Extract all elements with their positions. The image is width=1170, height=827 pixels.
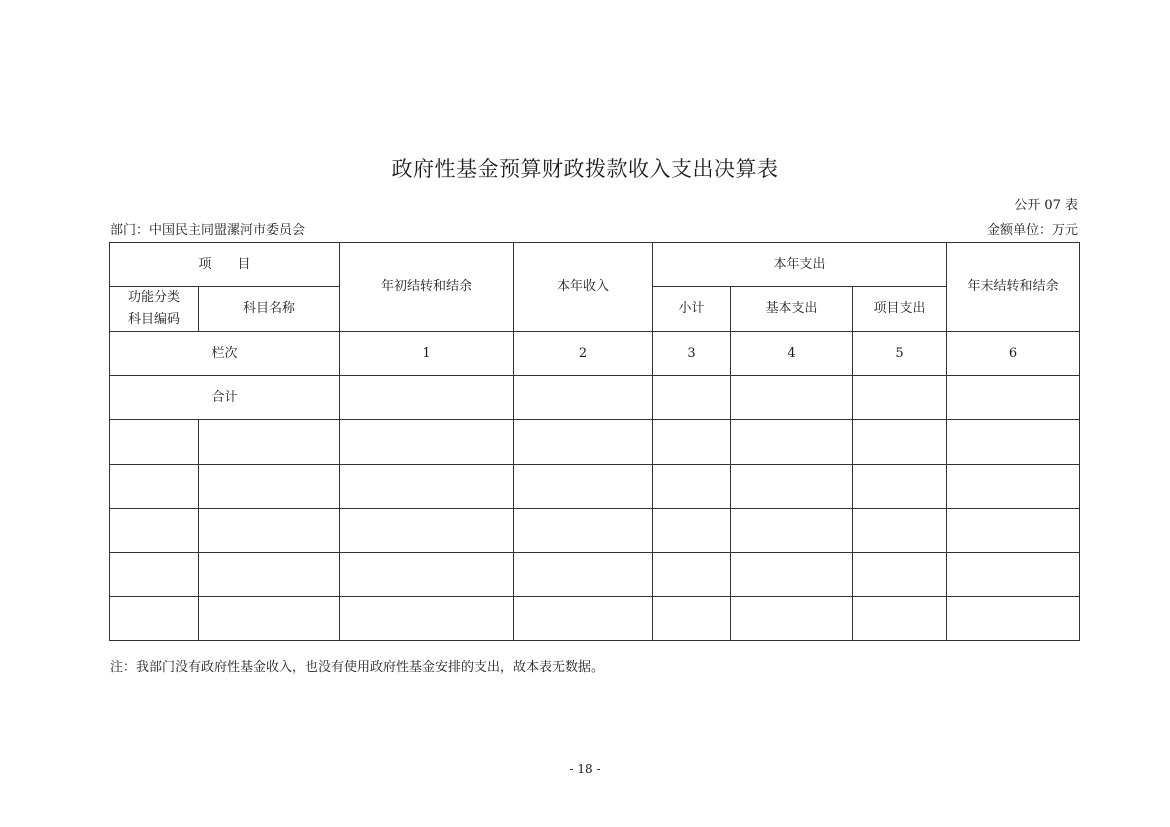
- total-cell: [853, 376, 947, 420]
- header-closing-balance: 年末结转和结余: [947, 243, 1080, 332]
- table-cell: [731, 596, 853, 640]
- table-cell: [110, 420, 199, 464]
- table-cell: [110, 552, 199, 596]
- table-cell: [731, 420, 853, 464]
- table-cell: [199, 596, 340, 640]
- table-cell: [340, 420, 514, 464]
- table-cell: [947, 464, 1080, 508]
- table-cell: [853, 420, 947, 464]
- table-cell: [514, 420, 653, 464]
- table-cell: [110, 508, 199, 552]
- amount-unit-label: 金额单位：万元: [986, 223, 1078, 238]
- table-cell: [514, 552, 653, 596]
- total-cell: [947, 376, 1080, 420]
- header-row-1: [110, 243, 1080, 287]
- column-index-label: 栏次: [110, 332, 340, 376]
- column-index-cell: 6: [947, 332, 1080, 376]
- table-row: [110, 420, 1080, 464]
- table-row: [110, 464, 1080, 508]
- footnote: 注：我部门没有政府性基金收入，也没有使用政府性基金安排的支出，故本表无数据。: [110, 660, 605, 675]
- table-cell: [653, 464, 731, 508]
- table-cell: [853, 596, 947, 640]
- header-subject-name: 科目名称: [199, 287, 340, 332]
- header-item: 项 目: [110, 243, 340, 287]
- total-cell: [731, 376, 853, 420]
- table-row: [110, 552, 1080, 596]
- table-cell: [340, 552, 514, 596]
- table-cell: [340, 464, 514, 508]
- budget-table: [109, 242, 1080, 641]
- table-cell: [514, 464, 653, 508]
- table-cell: [853, 464, 947, 508]
- table-cell: [947, 552, 1080, 596]
- header-func-code: 功能分类 科目编码: [110, 287, 199, 332]
- page-title: 政府性基金预算财政拨款收入支出决算表: [391, 157, 779, 181]
- table-cell: [340, 596, 514, 640]
- table-cell: [947, 596, 1080, 640]
- table-cell: [110, 464, 199, 508]
- total-cell: [514, 376, 653, 420]
- column-index-cell: 5: [853, 332, 947, 376]
- column-index-cell: 3: [653, 332, 731, 376]
- table-cell: [340, 508, 514, 552]
- page-number: - 18 -: [569, 762, 601, 776]
- department-label: 部门：中国民主同盟漯河市委员会: [110, 223, 306, 238]
- header-project-expense: 项目支出: [853, 287, 947, 332]
- header-basic-expense: 基本支出: [731, 287, 853, 332]
- table-cell: [731, 464, 853, 508]
- table-cell: [731, 508, 853, 552]
- table-cell: [653, 552, 731, 596]
- total-cell: [340, 376, 514, 420]
- total-label: 合计: [110, 376, 340, 420]
- header-current-expense: 本年支出: [653, 243, 947, 287]
- table-cell: [199, 552, 340, 596]
- total-row: [110, 376, 1080, 420]
- table-cell: [853, 552, 947, 596]
- table-cell: [514, 596, 653, 640]
- table-cell: [947, 420, 1080, 464]
- column-index-row: [110, 332, 1080, 376]
- table-cell: [731, 552, 853, 596]
- table-cell: [653, 508, 731, 552]
- header-opening-balance: 年初结转和结余: [340, 243, 514, 332]
- table-cell: [199, 420, 340, 464]
- total-cell: [653, 376, 731, 420]
- header-subtotal: 小计: [653, 287, 731, 332]
- table-row: [110, 508, 1080, 552]
- header-current-income: 本年收入: [514, 243, 653, 332]
- table-cell: [199, 464, 340, 508]
- table-row: [110, 596, 1080, 640]
- table-cell: [653, 420, 731, 464]
- column-index-cell: 4: [731, 332, 853, 376]
- table-cell: [653, 596, 731, 640]
- table-cell: [514, 508, 653, 552]
- table-cell: [853, 508, 947, 552]
- table-cell: [947, 508, 1080, 552]
- table-cell: [110, 596, 199, 640]
- column-index-cell: 1: [340, 332, 514, 376]
- table-cell: [199, 508, 340, 552]
- column-index-cell: 2: [514, 332, 653, 376]
- form-number: 公开 07 表: [1014, 198, 1078, 213]
